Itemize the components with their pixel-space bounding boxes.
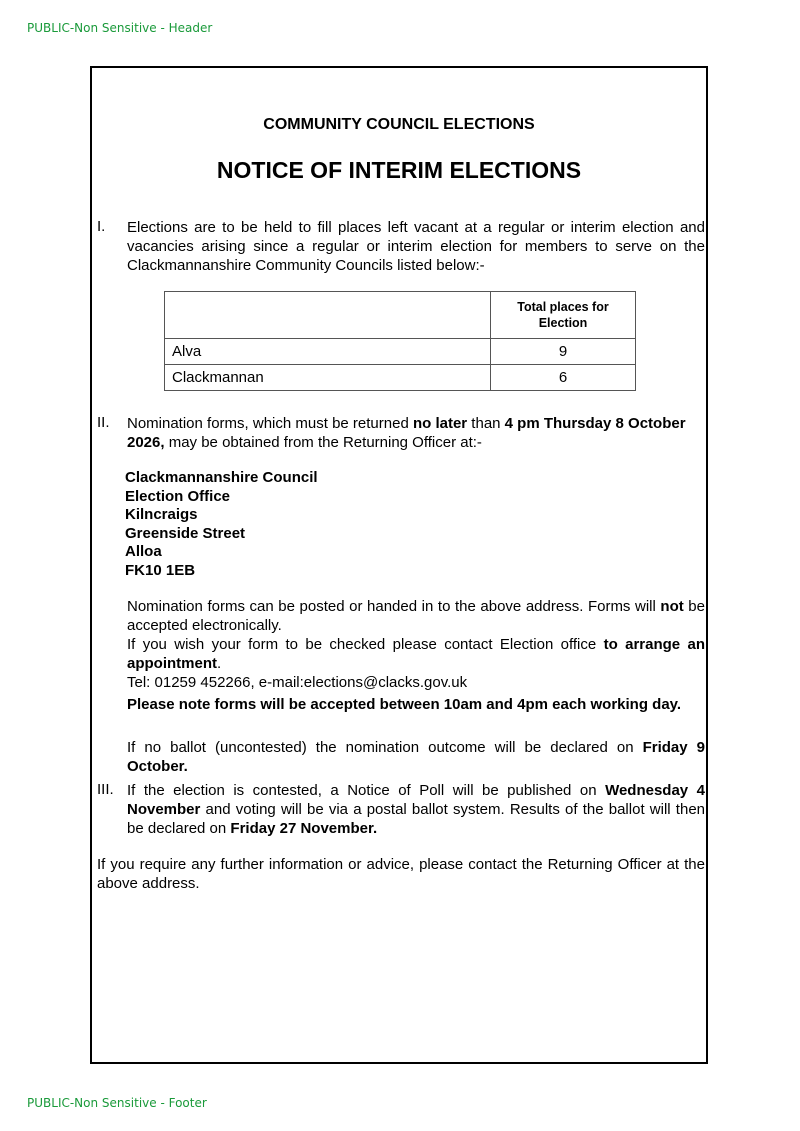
places-count: 6: [491, 365, 636, 391]
results-date: Friday 27 November.: [230, 820, 378, 837]
table-row: [165, 365, 636, 391]
posting-text-a: Nomination forms can be posted or handed in to the above address. Forms will: [127, 598, 661, 615]
poll-notice-date: Wednesday 4 November: [127, 782, 705, 818]
returning-officer-address: [125, 469, 318, 581]
uncontested-text: If no ballot (uncontested) the nomination outcome will be declared on: [127, 739, 643, 756]
section-2-text-a: Nomination forms, which must be returned: [127, 415, 413, 432]
posting-instructions: [127, 597, 705, 692]
address-line: Election Office: [125, 487, 231, 505]
check-text-a: If you wish your form to be checked please contact Election office: [127, 636, 604, 653]
posting-emphasis: not: [660, 598, 684, 615]
table-header-row: [165, 292, 636, 339]
section-2-text-b: than: [467, 415, 505, 432]
section-3-text: [127, 781, 705, 838]
acceptance-hours: Please note forms will be accepted between 10am and 4pm each working day.: [127, 696, 682, 713]
council-name: Clackmannan: [165, 365, 491, 391]
section-2-text: [127, 414, 705, 452]
check-emphasis: to arrange an appointment: [127, 636, 705, 672]
address-line: Alloa: [125, 543, 162, 561]
classification-footer: PUBLIC-Non Sensitive - Footer: [27, 1096, 207, 1110]
notice-title: NOTICE OF INTERIM ELECTIONS: [216, 157, 582, 183]
address-line: Greenside Street: [125, 524, 246, 542]
table-header-places: Total places for Election: [491, 292, 636, 339]
section-3-number: III.: [97, 781, 114, 798]
check-text-b: .: [217, 655, 222, 672]
community-councils-table: [164, 291, 636, 391]
section-1-text: Elections are to be held to fill places left vacant at a regular or interim election and vacancies arising since a regular or interim election for members to serve on the Clackmannanshire Community Councils listed below:-: [127, 219, 705, 274]
deadline-emphasis: no later: [412, 415, 468, 432]
address-line: Clackmannanshire Council: [125, 469, 318, 486]
section-2-text-c: may be obtained from the Returning Officer at:-: [164, 434, 482, 451]
deadline-date: 4 pm Thursday 8 October 2026,: [127, 415, 686, 451]
classification-header: PUBLIC-Non Sensitive - Header: [27, 21, 213, 35]
address-line: FK10 1EB: [125, 561, 196, 579]
address-line: Kilncraigs: [125, 506, 198, 524]
uncontested-outcome: [127, 738, 705, 776]
places-count: 9: [491, 339, 636, 365]
uncontested-date: Friday 9 October.: [127, 739, 705, 775]
section-3-text-a: If the election is contested, a Notice of Poll will be published on: [127, 782, 606, 799]
council-name: Alva: [165, 339, 491, 365]
posting-text-b: be accepted electronically.: [127, 598, 705, 634]
section-3-text-b: and voting will be via a postal ballot system. Results of the ballot will then be declared on: [127, 801, 705, 837]
closing-note: If you require any further information or advice, please contact the Returning Officer at the above address.: [97, 856, 705, 892]
section-1-number: I.: [97, 218, 106, 235]
table-header-council: [165, 292, 491, 339]
section-2-number: II.: [97, 414, 110, 431]
table-row: [165, 339, 636, 365]
contact-details: Tel: 01259 452266, e-mail:elections@clacks.gov.uk: [127, 674, 468, 691]
notice-heading: COMMUNITY COUNCIL ELECTIONS: [263, 116, 535, 133]
